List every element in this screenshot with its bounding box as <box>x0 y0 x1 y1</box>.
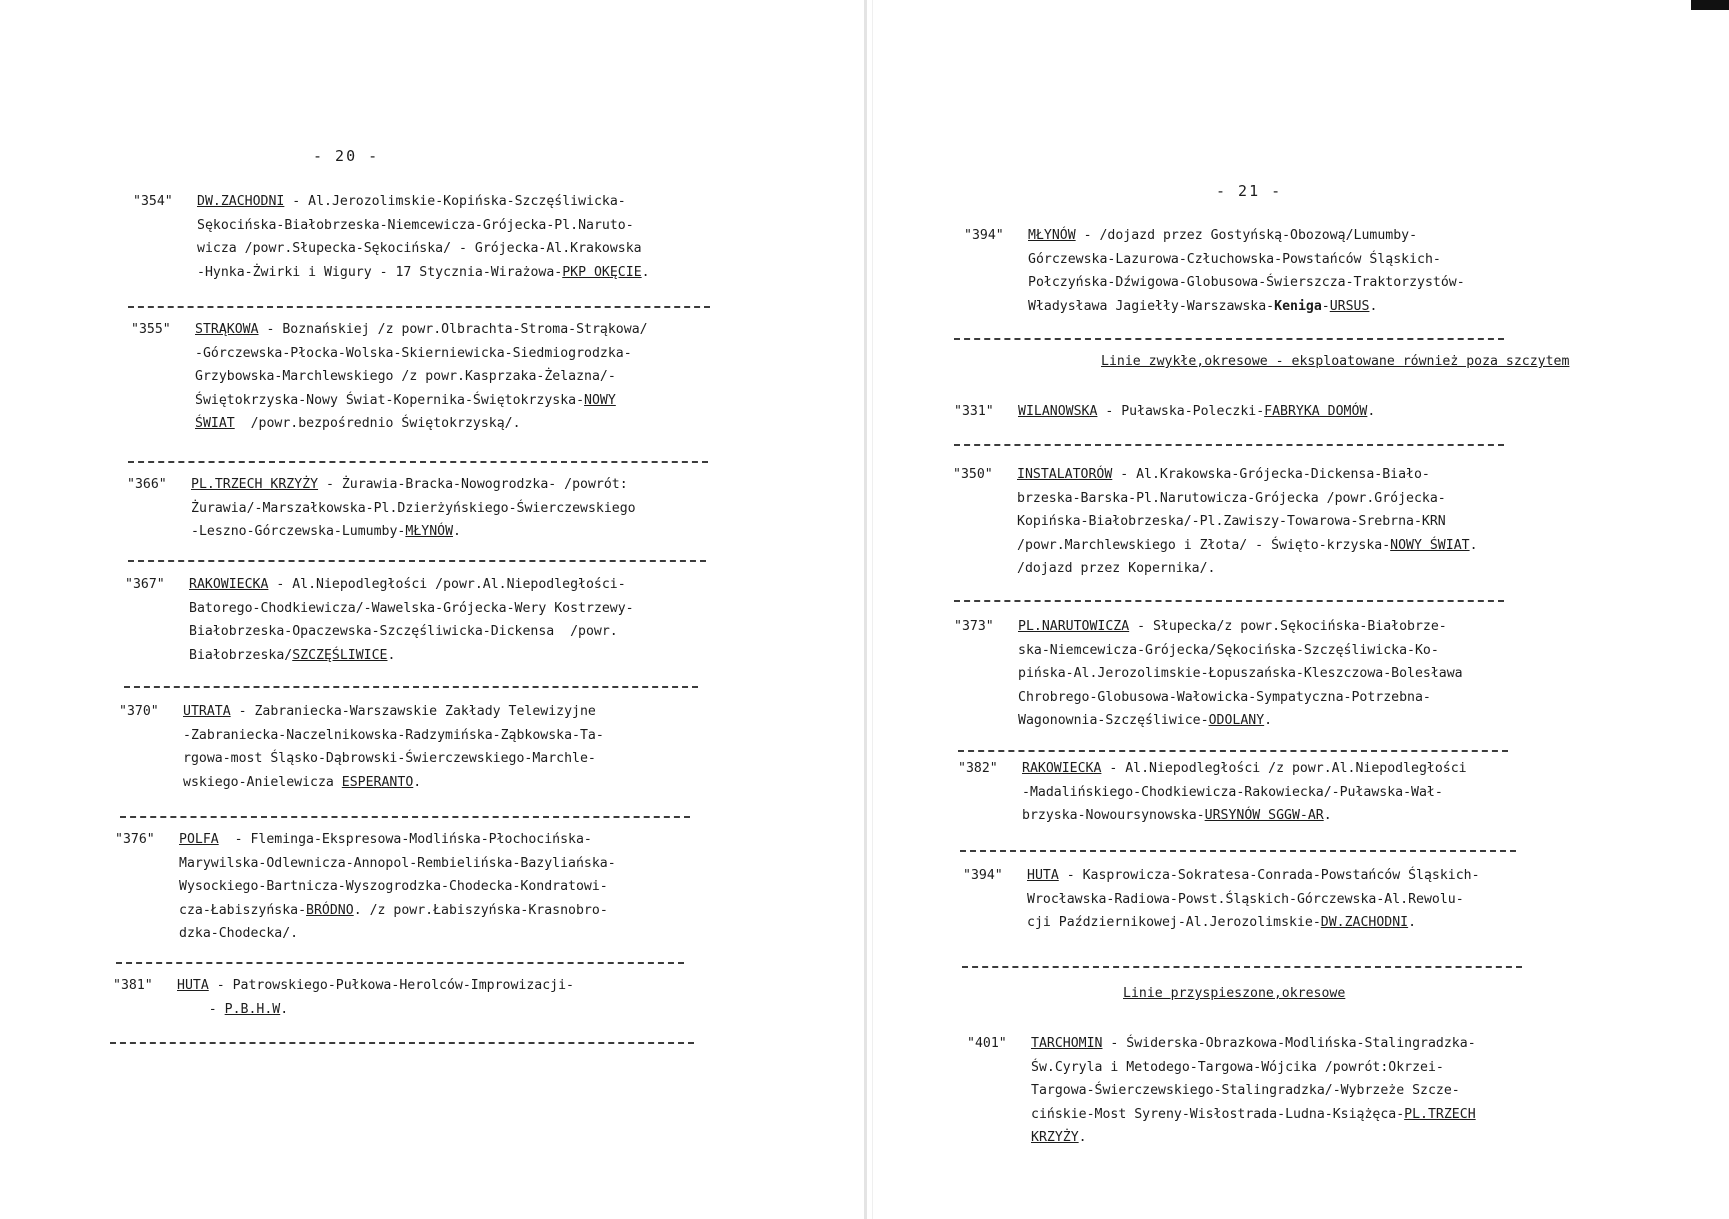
route-entry <box>967 1032 1476 1150</box>
route-line <box>179 922 616 946</box>
route-line <box>1018 662 1463 686</box>
route-text: - Al.Jerozolimskie-Kopińska-Szczęśliwicka- <box>284 194 626 209</box>
route-line <box>191 520 636 544</box>
route-line <box>1018 615 1463 639</box>
route-text: -Madalińskiego-Chodkiewicza-Rakowiecka/-Puławska-Wał- <box>1022 784 1443 800</box>
terminus-name: HUTA <box>1027 868 1059 883</box>
route-text: . <box>1469 537 1478 553</box>
route-text: - Świderska-Obrazkowa-Modlińska-Stalingradzka- <box>1102 1036 1476 1051</box>
route-text: ska-Niemcewicza-Grójecka/Sękocińska-Szczęśliwicka-Ko- <box>1018 642 1439 658</box>
terminus-name: DW.ZACHODNI <box>197 194 285 209</box>
route-line <box>191 473 636 497</box>
route-text: - Al.Niepodległości /z powr.Al.Niepodległości <box>1101 761 1467 776</box>
route-line <box>195 412 648 436</box>
route-text: Górczewska-Lazurowa-Człuchowska-Powstańców Śląskich- <box>1028 251 1441 267</box>
route-text: Wagonownia-Szczęśliwice- <box>1018 713 1209 729</box>
terminus-name: WILANOWSKA <box>1018 404 1098 419</box>
route-description <box>177 974 574 1021</box>
terminus-name: KRZYŻY <box>1031 1130 1079 1146</box>
route-text: Białobrzeska-Opaczewska-Szczęśliwicka-Dickensa /powr. <box>189 624 618 640</box>
route-entry <box>133 190 650 284</box>
route-text: Targowa-Świerczewskiego-Stalingradzka/-Wybrzeże Szcze- <box>1031 1083 1460 1099</box>
terminus-name: UTRATA <box>183 704 231 719</box>
route-number: "376" <box>115 832 155 847</box>
terminus-name: ODOLANY <box>1208 713 1265 729</box>
route-description <box>1017 463 1478 581</box>
route-text: Żurawia/-Marszałkowska-Pl.Dzierżyńskiego-Świerczewskiego <box>191 500 636 516</box>
route-entry <box>115 828 616 946</box>
route-line <box>1031 1032 1476 1056</box>
separator-line <box>116 962 684 964</box>
route-text: brzeska-Barska-Pl.Narutowicza-Grójecka /powr.Grójecka- <box>1017 490 1446 506</box>
separator-line <box>128 461 708 463</box>
route-text: - Boznańskiej /z powr.Olbrachta-Stroma-Strąkowa/ <box>258 322 648 337</box>
route-line <box>177 998 574 1022</box>
terminus-name: PL.NARUTOWICZA <box>1018 619 1130 634</box>
route-line <box>1022 781 1467 805</box>
route-text: Świętokrzyska-Nowy Świat-Kopernika-Świętokrzyska- <box>195 392 585 408</box>
terminus-name: MŁYNÓW <box>1028 228 1076 243</box>
route-line <box>195 389 648 413</box>
route-text: wskiego-Anielewicza <box>183 774 342 790</box>
route-line <box>1031 1126 1476 1150</box>
separator-line <box>110 1042 694 1044</box>
terminus-name: POLFA <box>179 832 219 847</box>
route-entry <box>954 400 1375 424</box>
route-text: - Żurawia-Bracka-Nowogrodzka- /powrót: <box>318 477 628 492</box>
route-text: - Puławska-Poleczki- <box>1097 404 1265 419</box>
route-text: Marywilska-Odlewnicza-Annopol-Rembielińska-Bazyliańska- <box>179 855 616 871</box>
route-line <box>1027 888 1480 912</box>
terminus-name: MŁYNÓW <box>405 524 454 540</box>
terminus-name: URSYNÓW SGGW-AR <box>1204 808 1324 824</box>
route-text: . <box>387 647 396 663</box>
route-text: Batorego-Chodkiewicza/-Wawelska-Grójecka-Wery Kostrzewy- <box>189 600 634 616</box>
route-number: "366" <box>127 477 167 492</box>
route-text: . <box>1408 915 1417 931</box>
route-text: . <box>1264 713 1273 729</box>
route-text: wicza /powr.Słupecka-Sękocińska/ - Grójecka-Al.Krakowska <box>197 241 642 257</box>
terminus-name: PKP OKĘCIE <box>562 264 642 280</box>
route-text: /powr.bezpośrednio Świętokrzyską/. <box>234 416 521 432</box>
route-line <box>183 700 604 724</box>
route-entry <box>953 463 1478 581</box>
separator-line <box>962 966 1522 968</box>
route-line <box>195 342 648 366</box>
route-number: "381" <box>113 978 153 993</box>
route-line <box>1017 534 1478 558</box>
route-line <box>1018 400 1375 424</box>
route-text: - Kasprowicza-Sokratesa-Conrada-Powstańców Śląskich- <box>1058 868 1480 883</box>
route-text: Św.Cyryla i Metodego-Targowa-Wójcika /powrót:Okrzei- <box>1031 1059 1444 1075</box>
route-entry <box>964 224 1465 318</box>
section-heading: Linie przyspieszone,okresowe <box>1123 986 1346 1001</box>
route-entry <box>125 573 634 667</box>
route-text: - Patrowskiego-Pułkowa-Herolców-Improwizacji- <box>208 978 574 993</box>
route-line <box>197 214 650 238</box>
route-text: -Górczewska-Płocka-Wolska-Skierniewicka-Siedmiogrodzka- <box>195 345 632 361</box>
terminus-name: PL.TRZECH <box>1404 1106 1476 1122</box>
page-fold-line <box>872 0 873 1219</box>
route-text: . <box>641 264 650 280</box>
route-line <box>197 261 650 285</box>
separator-line <box>960 850 1516 852</box>
separator-line <box>954 338 1504 340</box>
route-line <box>189 597 634 621</box>
route-text: -Hynka-Żwirki i Wigury - 17 Stycznia-Wirażowa- <box>197 264 563 280</box>
route-description <box>195 318 648 436</box>
terminus-name: NOWY ŚWIAT <box>1390 537 1470 553</box>
route-number: "355" <box>131 322 171 337</box>
route-text: - /dojazd przez Gostyńską-Obozową/Lumumby- <box>1075 228 1418 243</box>
route-entry <box>113 974 574 1021</box>
route-number: "401" <box>967 1036 1007 1051</box>
route-text: - <box>177 1001 225 1017</box>
separator-line <box>954 444 1504 446</box>
separator-line <box>128 560 706 562</box>
route-line <box>191 497 636 521</box>
route-text: . /z powr.Łabiszyńska-Krasnobro- <box>353 902 608 918</box>
route-text: Chrobrego-Globusowa-Wałowicka-Sympatyczna-Potrzebna- <box>1018 689 1431 705</box>
route-line <box>183 724 604 748</box>
route-text: Wysockiego-Bartnicza-Wyszogrodzka-Chodecka-Kondratowi- <box>179 879 608 895</box>
route-text: . <box>1323 808 1332 824</box>
route-entry <box>119 700 604 794</box>
route-line <box>1017 463 1478 487</box>
route-line <box>1022 804 1467 828</box>
terminus-name: BRÓDNO <box>306 902 354 918</box>
route-number: "367" <box>125 577 165 592</box>
route-text: - Zabraniecka-Warszawskie Zakłady Telewizyjne <box>230 704 596 719</box>
route-text: - Al.Krakowska-Grójecka-Dickensa-Biało- <box>1112 467 1430 482</box>
route-line <box>1028 295 1465 319</box>
route-line <box>1018 639 1463 663</box>
right-page <box>876 0 1729 1219</box>
route-text: brzyska-Nowoursynowska- <box>1022 808 1205 824</box>
route-entry <box>954 615 1463 733</box>
page-number: - 20 - <box>313 147 380 165</box>
route-text: -Leszno-Górczewska-Lumumby- <box>191 524 406 540</box>
route-text: Sękocińska-Białobrzeska-Niemcewicza-Grójecka-Pl.Naruto- <box>197 217 634 233</box>
terminus-name: ŚWIAT <box>195 416 235 432</box>
route-line <box>1028 248 1465 272</box>
route-text: - Słupecka/z powr.Sękocińska-Białobrze- <box>1129 619 1447 634</box>
route-text: . <box>1367 404 1376 419</box>
route-description <box>183 700 604 794</box>
route-text: . <box>453 524 461 540</box>
section-heading: Linie zwykłe,okresowe - eksploatowane również poza szczytem <box>1101 354 1570 369</box>
route-number: "350" <box>953 467 993 482</box>
terminus-name: SZCZĘŚLIWICE <box>292 647 388 663</box>
left-page <box>0 0 864 1219</box>
route-line <box>1028 224 1465 248</box>
route-line <box>1022 757 1467 781</box>
route-text: cińskie-Most Syreny-Wisłostrada-Ludna-Książęca- <box>1031 1106 1405 1122</box>
route-line <box>177 974 574 998</box>
route-text: /dojazd przez Kopernika/. <box>1017 561 1216 577</box>
route-number: "370" <box>119 704 159 719</box>
route-line <box>179 875 616 899</box>
route-line <box>1027 911 1480 935</box>
route-line <box>1028 271 1465 295</box>
route-line <box>195 365 648 389</box>
page-fold-shadow <box>864 0 867 1219</box>
separator-line <box>120 816 690 818</box>
route-text: Wrocławska-Radiowa-Powst.Śląskich-Górczewska-Al.Rewolu- <box>1027 891 1464 907</box>
terminus-name: RAKOWIECKA <box>189 577 269 592</box>
route-text: Białobrzeska/ <box>189 647 293 663</box>
route-line <box>197 190 650 214</box>
route-text: Keniga <box>1274 298 1322 314</box>
route-text: . <box>413 774 422 790</box>
route-description <box>191 473 636 544</box>
route-line <box>189 620 634 644</box>
route-description <box>1018 615 1463 733</box>
route-description <box>1028 224 1465 318</box>
terminus-name: TARCHOMIN <box>1031 1036 1103 1051</box>
route-line <box>179 828 616 852</box>
route-number: "394" <box>964 228 1004 243</box>
route-text: Połczyńska-Dźwigowa-Globusowa-Świerszcza-Traktorzystów- <box>1028 275 1465 291</box>
route-line <box>1018 709 1463 733</box>
route-description <box>1022 757 1467 828</box>
separator-line <box>124 686 698 688</box>
route-text: pińska-Al.Jerozolimskie-Łopuszańska-Kleszczowa-Bolesława <box>1018 666 1463 682</box>
separator-line <box>958 750 1508 752</box>
route-entry <box>127 473 636 544</box>
terminus-name: RAKOWIECKA <box>1022 761 1102 776</box>
route-description <box>189 573 634 667</box>
route-text: /powr.Marchlewskiego i Złota/ - Święto-krzyska- <box>1017 537 1391 553</box>
terminus-name: NOWY <box>584 392 616 408</box>
route-text: - Al.Niepodległości /powr.Al.Niepodległości- <box>268 577 626 592</box>
route-text: dzka-Chodecka/. <box>179 926 299 942</box>
route-entry <box>131 318 648 436</box>
separator-line <box>128 306 710 308</box>
route-line <box>1031 1056 1476 1080</box>
route-line <box>1017 510 1478 534</box>
terminus-name: STRĄKOWA <box>195 322 259 337</box>
route-text: cji Październikowej-Al.Jerozolimskie- <box>1027 915 1321 931</box>
route-text: cza-Łabiszyńska- <box>179 902 307 918</box>
route-description <box>197 190 650 284</box>
route-line <box>183 747 604 771</box>
route-entry <box>958 757 1467 828</box>
terminus-name: DW.ZACHODNI <box>1320 915 1409 931</box>
terminus-name: URSUS <box>1329 298 1370 314</box>
route-text: Kopińska-Białobrzeska/-Pl.Zawiszy-Towarowa-Srebrna-KRN <box>1017 514 1446 530</box>
route-text: - Fleminga-Ekspresowa-Modlińska-Płochocińska- <box>218 832 592 847</box>
route-text: rgowa-most Śląsko-Dąbrowski-Świerczewskiego-Marchle- <box>183 751 596 767</box>
route-number: "373" <box>954 619 994 634</box>
route-number: "354" <box>133 194 173 209</box>
route-number: "382" <box>958 761 998 776</box>
page-number: - 21 - <box>1216 182 1283 200</box>
route-text: Grzybowska-Marchlewskiego /z powr.Kasprzaka-Żelazna/- <box>195 369 616 385</box>
route-description <box>179 828 616 946</box>
terminus-name: PL.TRZECH KRZYŻY <box>191 477 319 492</box>
route-line <box>197 237 650 261</box>
route-line <box>189 573 634 597</box>
route-text: - <box>1321 298 1330 314</box>
terminus-name: FABRYKA DOMÓW <box>1264 404 1368 419</box>
route-line <box>1017 487 1478 511</box>
terminus-name: HUTA <box>177 978 209 993</box>
route-line <box>1031 1103 1476 1127</box>
route-text: -Zabraniecka-Naczelnikowska-Radzymińska-Ząbkowska-Ta- <box>183 727 604 743</box>
route-text: . <box>1078 1130 1087 1146</box>
route-entry <box>963 864 1480 935</box>
route-line <box>189 644 634 668</box>
route-line <box>179 899 616 923</box>
route-text: Władysława Jagiełły-Warszawska- <box>1028 298 1275 314</box>
route-number: "394" <box>963 868 1003 883</box>
route-line <box>183 771 604 795</box>
route-description <box>1027 864 1480 935</box>
terminus-name: ESPERANTO <box>341 774 414 790</box>
route-line <box>1018 686 1463 710</box>
route-description <box>1031 1032 1476 1150</box>
terminus-name: P.B.H.W <box>224 1001 281 1017</box>
separator-line <box>954 600 1504 602</box>
route-line <box>1031 1079 1476 1103</box>
route-text: . <box>1369 298 1378 314</box>
terminus-name: INSTALATORÓW <box>1017 467 1113 482</box>
route-line <box>1027 864 1480 888</box>
route-line <box>179 852 616 876</box>
route-text: . <box>280 1001 289 1017</box>
route-line <box>1017 557 1478 581</box>
route-number: "331" <box>954 404 994 419</box>
route-description <box>1018 400 1375 424</box>
route-line <box>195 318 648 342</box>
